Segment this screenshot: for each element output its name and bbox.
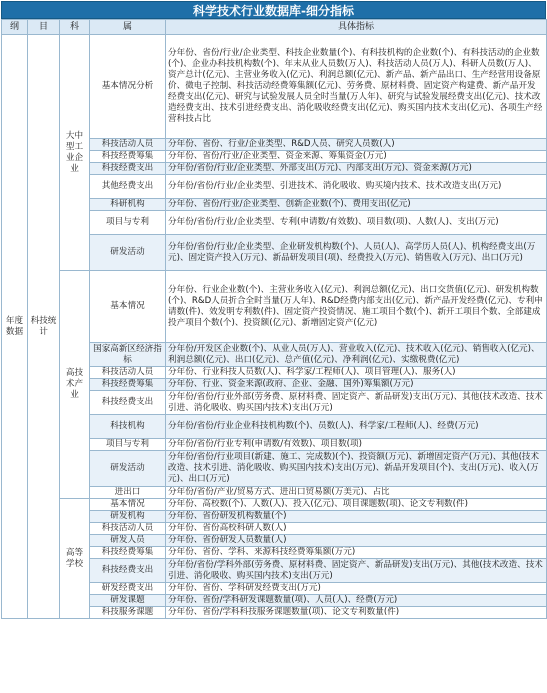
cell-mu: 科技统计 bbox=[28, 35, 60, 619]
cell-shu: 基本情况 bbox=[90, 499, 166, 511]
cell-indicator: 分年份、省份研发机构数量(个) bbox=[166, 511, 547, 523]
cell-indicator: 分年份、省份/学科研发课题数量(项)、人员(人)、经费(万元) bbox=[166, 595, 547, 607]
cell-indicator: 分年份/省份/行业项目(新建、施工、完成数)(个)、投资额(万元)、新增固定资产(万元)、其他(技术改造、技术引进、消化吸收、购买国内技术)支出(万元)、新品开发项目(个)、支出(万元)、收入(万元)、出口(万元) bbox=[166, 451, 547, 487]
cell-shu: 研发经费支出 bbox=[90, 583, 166, 595]
cell-indicator: 分年份、省份/行业/企业类型、创新企业数(个)、费用支出(亿元) bbox=[166, 199, 547, 211]
header-gang: 纲 bbox=[2, 20, 28, 35]
cell-indicator: 分年份、省份/学科科技服务课题数量(项)、论文专利数量(件) bbox=[166, 607, 547, 619]
cell-ke: 大中型工业企业 bbox=[60, 35, 90, 271]
cell-shu: 科研机构 bbox=[90, 199, 166, 211]
cell-indicator: 分年份、高校数(个)、人数(人)、投入(亿元)、项目课题数(项)、论文专利数(件) bbox=[166, 499, 547, 511]
page-title: 科学技术行业数据库-细分指标 bbox=[1, 1, 546, 19]
cell-shu: 科技经费支出 bbox=[90, 391, 166, 415]
cell-indicator: 分年份、省份/行业/企业类型、资金来源、筹集资金(万元) bbox=[166, 151, 547, 163]
indicator-table bbox=[1, 19, 547, 619]
cell-shu: 科技机构 bbox=[90, 415, 166, 439]
cell-indicator: 分年份、行业科技人员数(人)、科学家/工程师(人)、项目管理(人)、服务(人) bbox=[166, 367, 547, 379]
cell-shu: 研发课题 bbox=[90, 595, 166, 607]
cell-shu: 科技经费筹集 bbox=[90, 151, 166, 163]
cell-indicator: 分年份/省份/行业/企业类型、企业研发机构数(个)、人员(人)、高学历人员(人)、机构经费支出(万元)、固定资产投入(万元)、新品研发项目(项)、经费投入(万元)、销售收入(万元)、出口(万元) bbox=[166, 235, 547, 271]
cell-indicator: 分年份、省份、学科研发经费支出(万元) bbox=[166, 583, 547, 595]
header-ke: 科 bbox=[60, 20, 90, 35]
cell-indicator: 分年份/省份/行业外部(劳务费、原材料费、固定资产、新品研发)支出(万元)、其他(技术改造、技术引进、消化吸收、购买国内技术)支出(万元) bbox=[166, 391, 547, 415]
cell-indicator: 分年份/省份/行业/企业类型、专利(申请数/有效数)、项目数(项)、人数(人)、支出(万元) bbox=[166, 211, 547, 235]
header-mu: 目 bbox=[28, 20, 60, 35]
cell-indicator: 分年份/开发区企业数(个)、从业人员(万人)、营业收入(亿元)、技术收入(亿元)、销售收入(亿元)、利润总额(亿元)、出口(亿元)、总产值(亿元)、净利润(亿元)、实缴税费(亿元) bbox=[166, 343, 547, 367]
cell-shu: 国家高新区经济指标 bbox=[90, 343, 166, 367]
cell-indicator: 分年份/省份/产业/贸易方式、进出口贸易额(万美元)、占比 bbox=[166, 487, 547, 499]
cell-indicator: 分年份/省份/学科外部(劳务费、原材料费、固定资产、新品研发)支出(万元)、其他(技术改造、技术引进、消化吸收、购买国内技术)支出(万元) bbox=[166, 559, 547, 583]
cell-shu: 研发人员 bbox=[90, 535, 166, 547]
cell-indicator: 分年份、省份高校科研人数(人) bbox=[166, 523, 547, 535]
indicator-sheet bbox=[1, 1, 546, 691]
cell-shu: 科技经费支出 bbox=[90, 163, 166, 175]
cell-shu: 科技经费筹集 bbox=[90, 547, 166, 559]
header-row bbox=[2, 20, 547, 35]
table-row bbox=[2, 271, 547, 343]
cell-indicator: 分年份、省份/行业/企业类型、科技企业数量(个)、有科技机构的企业数(个)、有科技活动的企业数(个)、企业办科技机构数(个)、年末从业人员数(万人)、科技活动人员(万人)、科研人员数(万人)、资产总计(亿元)、主营业务收入(亿元)、利润总额(亿元)、新产品、新产品出口、生产经营用设备原价、微电子控制、科技活动经费筹集额(亿元)、劳务费、原材料费、固定资产构建费、新产品开发经费支出(亿元)、研究与试验发展人员全时当量(万人年)、研究与试验发展经费支出(亿元)、技术改造经费支出、技术引进经费支出、消化吸收经费支出(亿元)、购买国内技术支出(亿元)、各项生产经营科技占比 bbox=[166, 35, 547, 139]
cell-shu: 基本情况 bbox=[90, 271, 166, 343]
cell-shu: 研发机构 bbox=[90, 511, 166, 523]
cell-shu: 基本情况分析 bbox=[90, 35, 166, 139]
cell-indicator: 分年份、行业、资金来源(政府、企业、金融、国外)筹集额(万元) bbox=[166, 379, 547, 391]
header-shu: 属 bbox=[90, 20, 166, 35]
cell-indicator: 分年份/省份/行业/企业类型、外部支出(万元)、内部支出(万元)、资金来源(万元) bbox=[166, 163, 547, 175]
header-indicator: 具体指标 bbox=[166, 20, 547, 35]
cell-shu: 进出口 bbox=[90, 487, 166, 499]
cell-indicator: 分年份/省份/行业企业科技机构数(个)、员数(人)、科学家/工程师(人)、经费(万元) bbox=[166, 415, 547, 439]
cell-shu: 研发活动 bbox=[90, 451, 166, 487]
cell-shu: 其他经费支出 bbox=[90, 175, 166, 199]
cell-shu: 项目与专利 bbox=[90, 211, 166, 235]
cell-ke: 高等学校 bbox=[60, 499, 90, 619]
cell-shu: 研发活动 bbox=[90, 235, 166, 271]
cell-indicator: 分年份、省份、学科、来源科技经费筹集额(万元) bbox=[166, 547, 547, 559]
table-row bbox=[2, 35, 547, 139]
cell-ke: 高技术产业 bbox=[60, 271, 90, 499]
cell-shu: 科技经费支出 bbox=[90, 559, 166, 583]
table-row bbox=[2, 499, 547, 511]
cell-shu: 科技活动人员 bbox=[90, 523, 166, 535]
cell-indicator: 分年份、省份研发人员数量(人) bbox=[166, 535, 547, 547]
cell-shu: 科技活动人员 bbox=[90, 139, 166, 151]
cell-shu: 科技活动人员 bbox=[90, 367, 166, 379]
cell-gang: 年度数据 bbox=[2, 35, 28, 619]
cell-shu: 科技经费筹集 bbox=[90, 379, 166, 391]
cell-indicator: 分年份/省份/行业/企业类型、引进技术、消化吸收、购买境内技术、技术改造支出(万元) bbox=[166, 175, 547, 199]
cell-indicator: 分年份/省份/行业专利(申请数/有效数)、项目数(项) bbox=[166, 439, 547, 451]
cell-shu: 科技服务课题 bbox=[90, 607, 166, 619]
cell-indicator: 分年份、行业企业数(个)、主营业务收入(亿元)、利润总额(亿元)、出口交货值(亿元)、研发机构数(个)、R&D人员折合全时当量(万人年)、R&D经费内部支出(亿元)、新产品开发经费(亿元)、专利申请数(件)、效发明专利数(件)、固定资产投资情况、施工项目个数(个)、新开工项目个数、全部建成投产项目个数(个)、投资额(亿元)、新增固定资产(亿元) bbox=[166, 271, 547, 343]
cell-shu: 项目与专利 bbox=[90, 439, 166, 451]
cell-indicator: 分年份、省份、行业/企业类型、R&D人员、研究人员数(人) bbox=[166, 139, 547, 151]
